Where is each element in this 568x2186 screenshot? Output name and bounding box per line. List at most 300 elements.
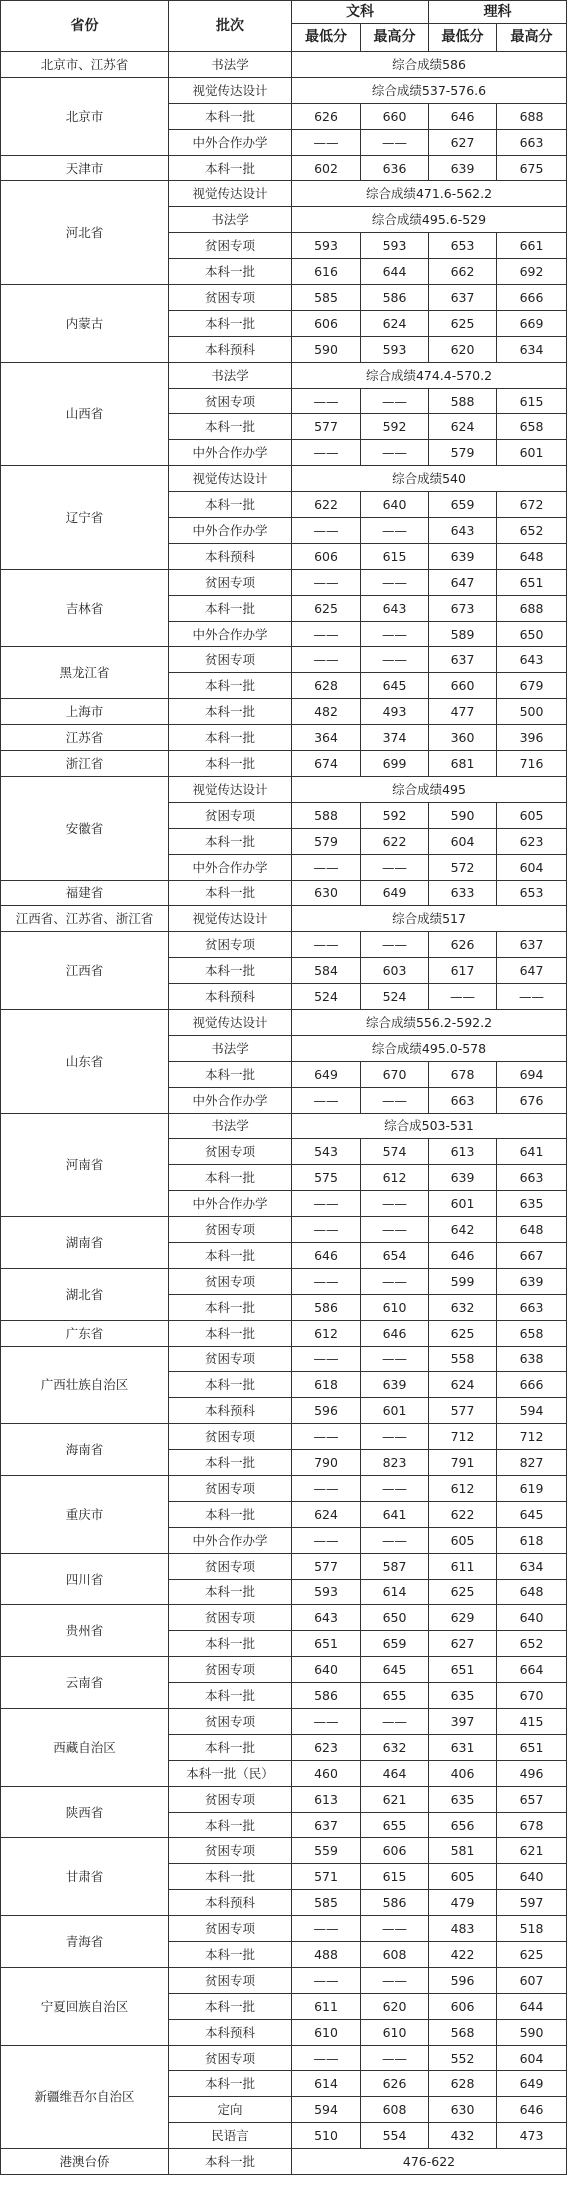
table-row <box>1 751 567 777</box>
science-min-cell: 642 <box>429 1217 497 1243</box>
liberal-arts-max-cell: 608 <box>361 1942 429 1968</box>
science-min-cell: 633 <box>429 880 497 906</box>
liberal-arts-min-cell: 590 <box>292 336 361 362</box>
science-max-cell: 670 <box>497 1683 567 1709</box>
science-max-cell: 640 <box>497 1864 567 1890</box>
batch-cell: 本科一批 <box>169 828 292 854</box>
liberal-arts-max-cell: 644 <box>361 259 429 285</box>
batch-cell: 本科一批 <box>169 1372 292 1398</box>
batch-cell: 本科一批 <box>169 155 292 181</box>
table-row <box>1 1424 567 1450</box>
liberal-arts-max-cell: 464 <box>361 1760 429 1786</box>
batch-cell: 本科一批 <box>169 492 292 518</box>
batch-cell: 贫困专项 <box>169 388 292 414</box>
science-min-cell: 647 <box>429 569 497 595</box>
liberal-arts-max-cell: —— <box>361 388 429 414</box>
science-min-cell: 589 <box>429 621 497 647</box>
table-row <box>1 1268 567 1294</box>
liberal-arts-max-cell: —— <box>361 2045 429 2071</box>
liberal-arts-max-cell: —— <box>361 1967 429 1993</box>
science-min-cell: 631 <box>429 1734 497 1760</box>
science-max-cell: 647 <box>497 958 567 984</box>
batch-cell: 贫困专项 <box>169 2045 292 2071</box>
liberal-arts-min-cell: 610 <box>292 2019 361 2045</box>
liberal-arts-min-cell: 364 <box>292 725 361 751</box>
science-max-cell: 694 <box>497 1061 567 1087</box>
science-max-cell: 657 <box>497 1786 567 1812</box>
science-max-cell: 601 <box>497 440 567 466</box>
batch-cell: 本科一批 <box>169 1450 292 1476</box>
liberal-arts-min-cell: 588 <box>292 802 361 828</box>
batch-cell: 本科一批（民） <box>169 1760 292 1786</box>
science-min-cell: 612 <box>429 1475 497 1501</box>
science-min-cell: 627 <box>429 129 497 155</box>
liberal-arts-max-cell: 823 <box>361 1450 429 1476</box>
liberal-arts-max-cell: 632 <box>361 1734 429 1760</box>
liberal-arts-max-cell: —— <box>361 647 429 673</box>
science-min-cell: 479 <box>429 1890 497 1916</box>
batch-cell: 贫困专项 <box>169 1786 292 1812</box>
science-max-cell: 649 <box>497 2071 567 2097</box>
liberal-arts-max-cell: 615 <box>361 543 429 569</box>
science-min-cell: 406 <box>429 1760 497 1786</box>
batch-cell: 本科一批 <box>169 958 292 984</box>
table-row <box>1 285 567 311</box>
science-max-cell: 688 <box>497 103 567 129</box>
batch-cell: 贫困专项 <box>169 802 292 828</box>
science-max-cell: 641 <box>497 1139 567 1165</box>
liberal-arts-max-cell: 640 <box>361 492 429 518</box>
science-min-cell: 639 <box>429 1165 497 1191</box>
science-max-cell: 663 <box>497 1294 567 1320</box>
batch-cell: 民语言 <box>169 2123 292 2149</box>
science-min-cell: 552 <box>429 2045 497 2071</box>
liberal-arts-max-cell: 650 <box>361 1605 429 1631</box>
province-cell: 辽宁省 <box>1 466 169 570</box>
province-cell: 北京市 <box>1 77 169 155</box>
batch-cell: 本科一批 <box>169 1294 292 1320</box>
batch-cell: 本科一批 <box>169 2149 292 2175</box>
science-max-cell: —— <box>497 984 567 1010</box>
liberal-arts-max-cell: 493 <box>361 699 429 725</box>
science-min-cell: 422 <box>429 1942 497 1968</box>
science-min-cell: 577 <box>429 1398 497 1424</box>
liberal-arts-max-cell: 622 <box>361 828 429 854</box>
batch-cell: 本科一批 <box>169 1631 292 1657</box>
liberal-arts-min-cell: 584 <box>292 958 361 984</box>
liberal-arts-min-cell: 649 <box>292 1061 361 1087</box>
liberal-arts-max-cell: —— <box>361 1709 429 1735</box>
batch-cell: 本科一批 <box>169 1320 292 1346</box>
province-cell: 广东省 <box>1 1320 169 1346</box>
science-min-cell: 581 <box>429 1838 497 1864</box>
liberal-arts-min-cell: —— <box>292 1424 361 1450</box>
liberal-arts-min-cell: —— <box>292 1967 361 1993</box>
liberal-arts-max-cell: 615 <box>361 1864 429 1890</box>
liberal-arts-max-cell: 586 <box>361 285 429 311</box>
batch-cell: 贫困专项 <box>169 1475 292 1501</box>
table-row <box>1 906 567 932</box>
composite-score-cell: 综合成绩471.6-562.2 <box>292 181 567 207</box>
liberal-arts-min-cell: 586 <box>292 1683 361 1709</box>
liberal-arts-min-cell: 630 <box>292 880 361 906</box>
province-cell: 江西省、江苏省、浙江省 <box>1 906 169 932</box>
batch-cell: 贫困专项 <box>169 233 292 259</box>
science-max-cell: 652 <box>497 1631 567 1657</box>
science-min-cell: 599 <box>429 1268 497 1294</box>
liberal-arts-min-cell: 637 <box>292 1812 361 1838</box>
liberal-arts-min-cell: 624 <box>292 1501 361 1527</box>
liberal-arts-max-cell: 606 <box>361 1838 429 1864</box>
liberal-arts-min-cell: —— <box>292 129 361 155</box>
liberal-arts-max-cell: —— <box>361 569 429 595</box>
liberal-arts-max-cell: —— <box>361 518 429 544</box>
province-cell: 上海市 <box>1 699 169 725</box>
batch-cell: 视觉传达设计 <box>169 181 292 207</box>
batch-cell: 贫困专项 <box>169 1553 292 1579</box>
liberal-arts-max-cell: 655 <box>361 1812 429 1838</box>
science-max-cell: 712 <box>497 1424 567 1450</box>
science-max-cell: 688 <box>497 595 567 621</box>
table-row <box>1 1346 567 1372</box>
batch-cell: 书法学 <box>169 52 292 78</box>
liberal-arts-max-cell: 621 <box>361 1786 429 1812</box>
liberal-arts-header: 文科 <box>292 1 429 24</box>
liberal-arts-min-cell: 575 <box>292 1165 361 1191</box>
province-header: 省份 <box>1 1 169 52</box>
liberal-arts-min-cell: —— <box>292 1527 361 1553</box>
liberal-arts-min-cell: 606 <box>292 310 361 336</box>
province-cell: 浙江省 <box>1 751 169 777</box>
batch-cell: 本科一批 <box>169 2071 292 2097</box>
science-max-cell: 518 <box>497 1916 567 1942</box>
batch-cell: 本科一批 <box>169 1812 292 1838</box>
liberal-arts-min-cell: —— <box>292 569 361 595</box>
table-row <box>1 1657 567 1683</box>
liberal-arts-min-cell: 613 <box>292 1786 361 1812</box>
science-max-cell: 634 <box>497 336 567 362</box>
liberal-arts-max-cell: 659 <box>361 1631 429 1657</box>
science-max-cell: 648 <box>497 543 567 569</box>
science-max-cell: 396 <box>497 725 567 751</box>
province-cell: 河北省 <box>1 181 169 285</box>
liberal-arts-min-cell: 622 <box>292 492 361 518</box>
science-max-cell: 672 <box>497 492 567 518</box>
batch-cell: 本科一批 <box>169 699 292 725</box>
science-max-header: 最高分 <box>497 24 567 52</box>
science-max-cell: 651 <box>497 1734 567 1760</box>
liberal-arts-max-cell: 374 <box>361 725 429 751</box>
science-min-cell: 588 <box>429 388 497 414</box>
liberal-arts-max-cell: —— <box>361 1087 429 1113</box>
science-min-cell: 712 <box>429 1424 497 1450</box>
table-row <box>1 1475 567 1501</box>
batch-cell: 本科一批 <box>169 1864 292 1890</box>
province-cell: 江苏省 <box>1 725 169 751</box>
composite-score-cell: 综合成绩556.2-592.2 <box>292 1009 567 1035</box>
science-max-cell: 604 <box>497 2045 567 2071</box>
table-row <box>1 1605 567 1631</box>
liberal-arts-min-cell: 602 <box>292 155 361 181</box>
science-max-cell: 646 <box>497 2097 567 2123</box>
science-min-cell: 659 <box>429 492 497 518</box>
batch-cell: 中外合作办学 <box>169 854 292 880</box>
science-min-cell: 628 <box>429 2071 497 2097</box>
science-max-cell: 644 <box>497 1993 567 2019</box>
science-max-cell: 615 <box>497 388 567 414</box>
liberal-arts-max-cell: —— <box>361 1268 429 1294</box>
batch-cell: 本科预科 <box>169 336 292 362</box>
batch-cell: 贫困专项 <box>169 1967 292 1993</box>
table-row <box>1 466 567 492</box>
batch-cell: 贫困专项 <box>169 1424 292 1450</box>
batch-cell: 中外合作办学 <box>169 1191 292 1217</box>
batch-cell: 贫困专项 <box>169 1709 292 1735</box>
batch-cell: 中外合作办学 <box>169 518 292 544</box>
table-row <box>1 725 567 751</box>
batch-cell: 本科一批 <box>169 1061 292 1087</box>
batch-cell: 本科一批 <box>169 1942 292 1968</box>
science-min-cell: 477 <box>429 699 497 725</box>
science-min-cell: 611 <box>429 1553 497 1579</box>
liberal-arts-max-cell: —— <box>361 854 429 880</box>
table-row <box>1 1009 567 1035</box>
science-min-cell: 635 <box>429 1786 497 1812</box>
table-row <box>1 1967 567 1993</box>
liberal-arts-min-cell: 626 <box>292 103 361 129</box>
province-cell: 四川省 <box>1 1553 169 1605</box>
science-min-cell: 606 <box>429 1993 497 2019</box>
batch-cell: 本科一批 <box>169 1242 292 1268</box>
science-max-cell: 635 <box>497 1191 567 1217</box>
liberal-arts-min-cell: —— <box>292 854 361 880</box>
science-max-cell: 678 <box>497 1812 567 1838</box>
science-max-cell: 658 <box>497 1320 567 1346</box>
liberal-arts-min-cell: 646 <box>292 1242 361 1268</box>
liberal-arts-max-cell: 620 <box>361 1993 429 2019</box>
science-max-cell: 607 <box>497 1967 567 1993</box>
table-row <box>1 155 567 181</box>
province-cell: 吉林省 <box>1 569 169 647</box>
province-cell: 宁夏回族自治区 <box>1 1967 169 2045</box>
liberal-arts-max-cell: —— <box>361 1916 429 1942</box>
liberal-arts-max-cell: —— <box>361 1217 429 1243</box>
liberal-arts-max-cell: —— <box>361 440 429 466</box>
science-min-cell: 626 <box>429 932 497 958</box>
science-min-cell: 660 <box>429 673 497 699</box>
liberal-arts-max-cell: 643 <box>361 595 429 621</box>
province-cell: 内蒙古 <box>1 285 169 363</box>
batch-cell: 本科一批 <box>169 414 292 440</box>
liberal-arts-max-cell: 624 <box>361 310 429 336</box>
table-row <box>1 2149 567 2175</box>
liberal-arts-min-cell: 586 <box>292 1294 361 1320</box>
liberal-arts-min-cell: 543 <box>292 1139 361 1165</box>
province-cell: 西藏自治区 <box>1 1709 169 1787</box>
science-min-cell: 596 <box>429 1967 497 1993</box>
science-min-cell: 791 <box>429 1450 497 1476</box>
liberal-arts-max-cell: 699 <box>361 751 429 777</box>
science-min-header: 最低分 <box>429 24 497 52</box>
liberal-arts-max-header: 最高分 <box>361 24 429 52</box>
liberal-arts-min-cell: 488 <box>292 1942 361 1968</box>
table-row <box>1 776 567 802</box>
batch-cell: 本科一批 <box>169 673 292 699</box>
liberal-arts-min-cell: 482 <box>292 699 361 725</box>
batch-cell: 贫困专项 <box>169 1217 292 1243</box>
liberal-arts-min-cell: —— <box>292 1217 361 1243</box>
province-cell: 青海省 <box>1 1916 169 1968</box>
science-header: 理科 <box>429 1 567 24</box>
liberal-arts-min-cell: 618 <box>292 1372 361 1398</box>
science-min-cell: 572 <box>429 854 497 880</box>
science-max-cell: 500 <box>497 699 567 725</box>
science-min-cell: 605 <box>429 1864 497 1890</box>
province-cell: 天津市 <box>1 155 169 181</box>
science-min-cell: 637 <box>429 285 497 311</box>
batch-cell: 贫困专项 <box>169 569 292 595</box>
composite-score-cell: 综合成绩586 <box>292 52 567 78</box>
liberal-arts-min-cell: 596 <box>292 1398 361 1424</box>
province-cell: 新疆维吾尔自治区 <box>1 2045 169 2149</box>
table-body <box>1 52 567 2175</box>
science-min-cell: 601 <box>429 1191 497 1217</box>
science-min-cell: 651 <box>429 1657 497 1683</box>
science-max-cell: 604 <box>497 854 567 880</box>
science-max-cell: 676 <box>497 1087 567 1113</box>
province-cell: 重庆市 <box>1 1475 169 1553</box>
science-max-cell: 473 <box>497 2123 567 2149</box>
batch-cell: 书法学 <box>169 207 292 233</box>
science-max-cell: 638 <box>497 1346 567 1372</box>
liberal-arts-min-cell: —— <box>292 932 361 958</box>
liberal-arts-max-cell: —— <box>361 621 429 647</box>
liberal-arts-min-cell: —— <box>292 388 361 414</box>
liberal-arts-min-cell: 577 <box>292 1553 361 1579</box>
science-min-cell: 637 <box>429 647 497 673</box>
province-cell: 海南省 <box>1 1424 169 1476</box>
science-max-cell: 667 <box>497 1242 567 1268</box>
science-max-cell: 692 <box>497 259 567 285</box>
batch-cell: 本科预科 <box>169 984 292 1010</box>
science-min-cell: 624 <box>429 1372 497 1398</box>
composite-score-cell: 综合成绩517 <box>292 906 567 932</box>
liberal-arts-max-cell: 554 <box>361 2123 429 2149</box>
liberal-arts-max-cell: 636 <box>361 155 429 181</box>
liberal-arts-min-cell: —— <box>292 2045 361 2071</box>
batch-cell: 本科一批 <box>169 880 292 906</box>
table-row <box>1 932 567 958</box>
liberal-arts-max-cell: —— <box>361 1527 429 1553</box>
liberal-arts-min-cell: —— <box>292 1268 361 1294</box>
table-row <box>1 1320 567 1346</box>
liberal-arts-min-cell: 651 <box>292 1631 361 1657</box>
science-max-cell: 650 <box>497 621 567 647</box>
liberal-arts-min-cell: 524 <box>292 984 361 1010</box>
science-max-cell: 827 <box>497 1450 567 1476</box>
batch-cell: 贫困专项 <box>169 1268 292 1294</box>
liberal-arts-max-cell: 655 <box>361 1683 429 1709</box>
batch-cell: 本科一批 <box>169 1501 292 1527</box>
composite-score-cell: 476-622 <box>292 2149 567 2175</box>
liberal-arts-max-cell: 574 <box>361 1139 429 1165</box>
science-min-cell: 673 <box>429 595 497 621</box>
science-max-cell: 643 <box>497 647 567 673</box>
science-max-cell: 663 <box>497 1165 567 1191</box>
science-min-cell: 605 <box>429 1527 497 1553</box>
liberal-arts-max-cell: 592 <box>361 802 429 828</box>
science-min-cell: 617 <box>429 958 497 984</box>
liberal-arts-min-cell: 616 <box>292 259 361 285</box>
science-min-cell: 483 <box>429 1916 497 1942</box>
province-cell: 湖南省 <box>1 1217 169 1269</box>
liberal-arts-max-cell: 601 <box>361 1398 429 1424</box>
batch-cell: 本科一批 <box>169 1165 292 1191</box>
liberal-arts-max-cell: 645 <box>361 673 429 699</box>
liberal-arts-max-cell: 587 <box>361 1553 429 1579</box>
batch-cell: 贫困专项 <box>169 1346 292 1372</box>
liberal-arts-max-cell: 524 <box>361 984 429 1010</box>
batch-cell: 视觉传达设计 <box>169 906 292 932</box>
batch-cell: 贫困专项 <box>169 1139 292 1165</box>
batch-cell: 本科预科 <box>169 1890 292 1916</box>
science-min-cell: 646 <box>429 1242 497 1268</box>
province-cell: 黑龙江省 <box>1 647 169 699</box>
science-min-cell: 627 <box>429 1631 497 1657</box>
batch-cell: 贫困专项 <box>169 1605 292 1631</box>
science-min-cell: —— <box>429 984 497 1010</box>
liberal-arts-max-cell: 654 <box>361 1242 429 1268</box>
science-min-cell: 397 <box>429 1709 497 1735</box>
liberal-arts-min-cell: —— <box>292 1475 361 1501</box>
composite-score-cell: 综合成绩537-576.6 <box>292 77 567 103</box>
batch-cell: 贫困专项 <box>169 285 292 311</box>
batch-header: 批次 <box>169 1 292 52</box>
batch-cell: 贫困专项 <box>169 647 292 673</box>
batch-cell: 本科预科 <box>169 543 292 569</box>
science-min-cell: 558 <box>429 1346 497 1372</box>
science-max-cell: 496 <box>497 1760 567 1786</box>
batch-cell: 本科一批 <box>169 259 292 285</box>
province-cell: 山东省 <box>1 1009 169 1113</box>
composite-score-cell: 综合成绩540 <box>292 466 567 492</box>
liberal-arts-max-cell: 603 <box>361 958 429 984</box>
science-max-cell: 623 <box>497 828 567 854</box>
science-max-cell: 648 <box>497 1217 567 1243</box>
table-row <box>1 647 567 673</box>
science-max-cell: 679 <box>497 673 567 699</box>
science-max-cell: 658 <box>497 414 567 440</box>
batch-cell: 本科一批 <box>169 595 292 621</box>
liberal-arts-max-cell: —— <box>361 1346 429 1372</box>
liberal-arts-min-cell: 593 <box>292 1579 361 1605</box>
liberal-arts-max-cell: 626 <box>361 2071 429 2097</box>
liberal-arts-max-cell: 608 <box>361 2097 429 2123</box>
liberal-arts-min-cell: —— <box>292 518 361 544</box>
liberal-arts-min-cell: —— <box>292 1346 361 1372</box>
liberal-arts-min-header: 最低分 <box>292 24 361 52</box>
province-cell: 港澳台侨 <box>1 2149 169 2175</box>
science-min-cell: 590 <box>429 802 497 828</box>
liberal-arts-min-cell: 674 <box>292 751 361 777</box>
science-max-cell: 669 <box>497 310 567 336</box>
liberal-arts-min-cell: 790 <box>292 1450 361 1476</box>
science-max-cell: 664 <box>497 1657 567 1683</box>
batch-cell: 本科一批 <box>169 1579 292 1605</box>
liberal-arts-min-cell: 585 <box>292 1890 361 1916</box>
table-row <box>1 1838 567 1864</box>
batch-cell: 中外合作办学 <box>169 1527 292 1553</box>
